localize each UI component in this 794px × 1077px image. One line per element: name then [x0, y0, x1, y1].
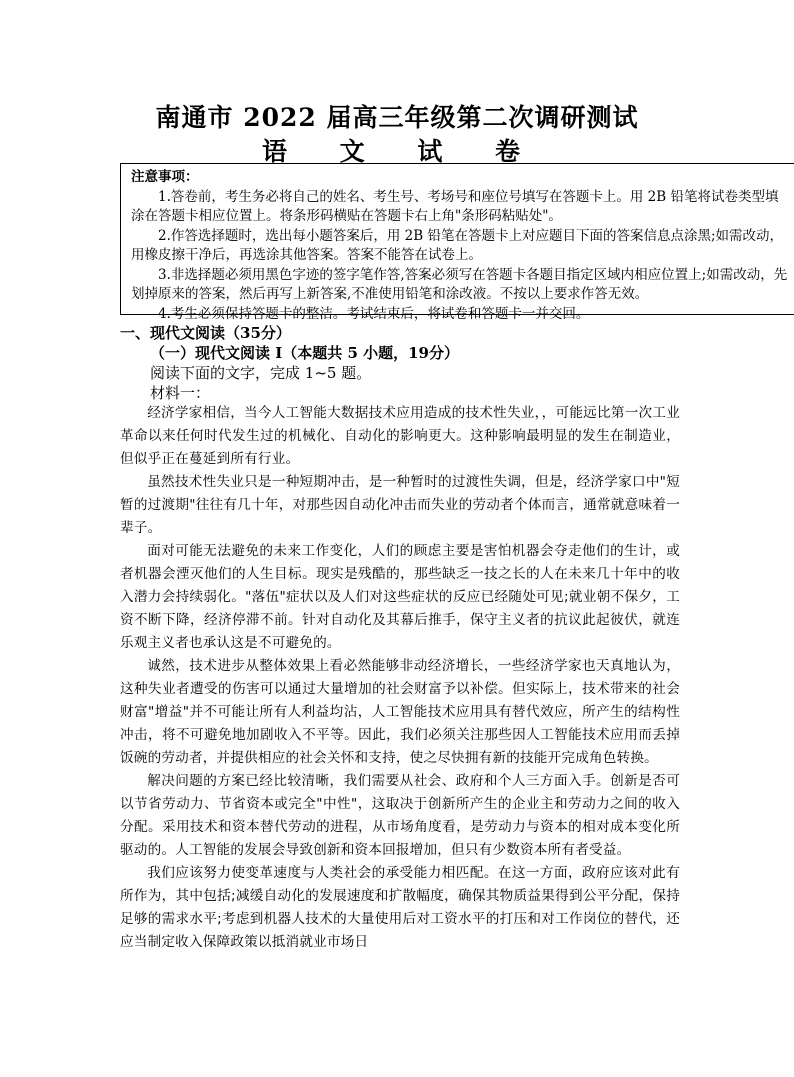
subsection-heading: （一）现代文阅读 I（本题共 5 小题，19分） [150, 344, 459, 362]
section-heading: 一、现代文阅读（35分） [120, 324, 291, 342]
notice-heading: 注意事项： [131, 169, 199, 185]
material-label: 材料一： [150, 384, 211, 402]
passage-paragraph: 诚然，技术进步从整体效果上看必然能够非动经济增长，一些经济学家也天真地认为，这种失业者遭受的伤害可以通过大量增加的社会财富予以补偿。但实际上，技术带来的社会财富"增益"并不可能让所有人利益均沾，人工智能技术应用具有替代效应，所产生的结构性冲击，将不可避免地加剧收入不平等。因此，我们必须关注那些因人工智能技术应用而丢掉饭碗的劳动者，并提供相应的社会关怀和支持，使之尽快拥有新的技能开完成角色转换。 [120, 658, 680, 766]
passage-paragraph: 面对可能无法避免的未来工作变化，人们的顾虑主要是害怕机器会夺走他们的生计，或者机器会湮灭他们的人生目标。现实是残酷的，那些缺乏一技之长的人在未来几十年中的收入潜力会持续弱化。"落伍"症状以及人们对这些症状的反应已经随处可见;就业朝不保夕，工资不断下降，经济停滞不前。针对自动化及其幕后推手，保守主义者的抗议此起彼伏，就连乐观主义者也承认这是不可避免的。 [120, 543, 680, 651]
passage-paragraph: 虽然技术性失业只是一种短期冲击，是一种暂时的过渡性失调，但是，经济学家口中"短暂的过渡期"往往有几十年，对那些因自动化冲击而失业的劳动者个体而言，通常就意味着一辈子。 [120, 474, 680, 536]
notice-box [120, 163, 794, 322]
reading-instruction: 阅读下面的文字，完成 1~5 题。 [150, 364, 372, 382]
page-title: 南通市 2022 届高三年级第二次调研测试 [155, 103, 639, 132]
passage-paragraph: 我们应该努力使变革速度与人类社会的承受能力相匹配。在这一方面，政府应该对此有所作为，其中包括;减缓自动化的发展速度和扩散幅度，确保其物质益果得到公平分配，保持足够的需求水平;考虑到机器人技术的大量使用后对工资水平的打压和对工作岗位的替代，还应当制定收入保障政策以抵消就业市场日 [120, 865, 680, 950]
page-subtitle: 语 文 试 卷 [261, 137, 543, 166]
passage-body [120, 402, 680, 954]
passage-paragraph: 解决问题的方案已经比较清晰，我们需要从社会、政府和个人三方面入手。创新是否可以节省劳动力、节省资本或完全"中性"，这取决于创新所产生的企业主和劳动力之间的收入分配。采用技术和资本替代劳动的进程，从市场角度看，是劳动力与资本的相对成本变化所驱动的。人工智能的发展会导致创新和资本回报增加，但只有少数资本所有者受益。 [120, 773, 680, 858]
notice-item: 2.作答选择题时，选出每小题答案后，用 2B 铅笔在答题卡上对应题目下面的答案信息点涂黑;如需改动，用橡皮擦干净后，再选涂其他答案。答案不能答在试卷上。 [131, 227, 784, 263]
notice-item: 3.非选择题必须用黑色字迹的签字笔作答,答案必须写在答题卡各题目指定区域内相应位置上;如需改动，先划掉原来的答案，然后再写上新答案,不准使用铅笔和涂改液。不按以上要求作答无效。 [131, 266, 788, 302]
notice-item: 4.考生必须保持答题卡的整洁。考试结束后，将试卷和答题卡一并交回。 [158, 305, 590, 322]
passage-paragraph: 经济学家相信，当今人工智能大数据技术应用造成的技术性失业，，可能远比第一次工业革命以来任何时代发生过的机械化、自动化的影响更大。这种影响最明显的发生在制造业，但似乎正在蔓延到所有行业。 [120, 405, 680, 467]
notice-item: 1.答卷前，考生务必将自己的姓名、考生号、考场号和座位号填写在答题卡上。用 2B 铅笔将试卷类型填涂在答题卡相应位置上。将条形码横贴在答题卡右上角"条形码粘贴处"。 [131, 188, 779, 224]
